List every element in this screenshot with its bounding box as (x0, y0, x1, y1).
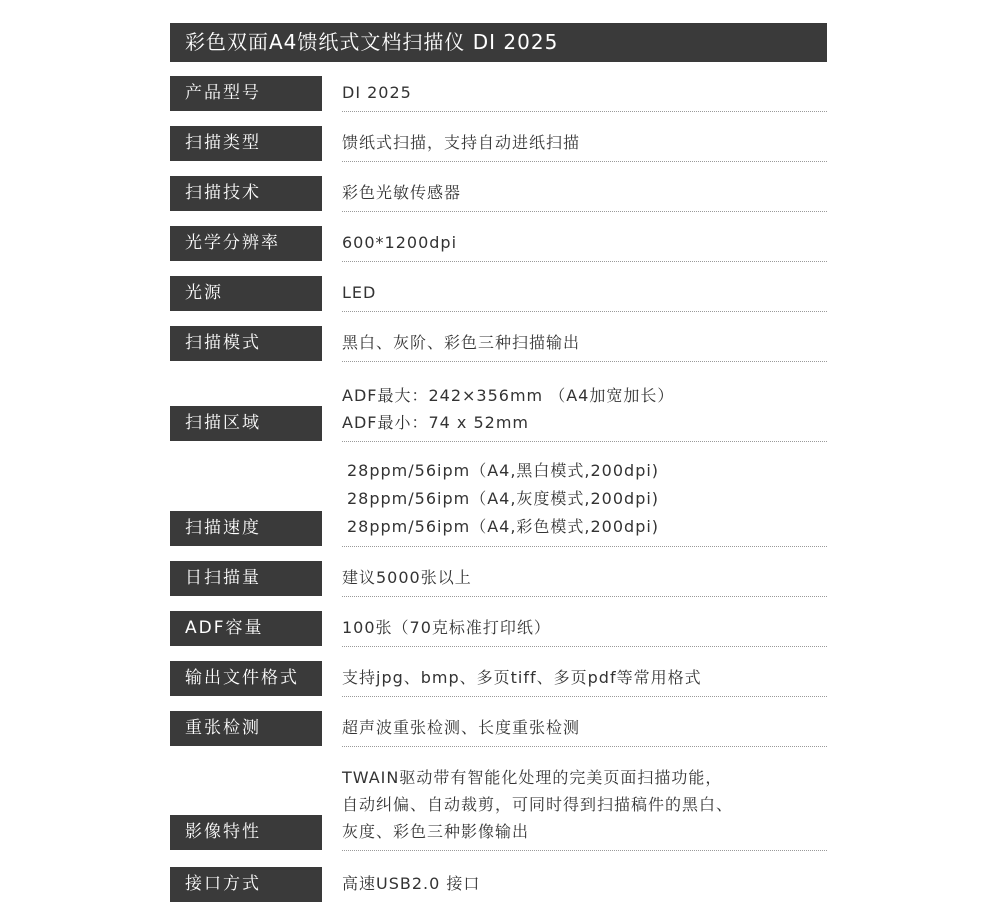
dotted-divider (342, 850, 827, 851)
spec-row-scan-speed (170, 455, 827, 546)
spec-value (342, 129, 580, 156)
spec-value-line: 支持jpg、bmp、多页tiff、多页pdf等常用格式 (342, 668, 702, 687)
spec-value (342, 382, 674, 436)
spec-label: 扫描模式 (170, 326, 322, 361)
spec-row-double-feed (170, 710, 827, 746)
dotted-divider (342, 696, 827, 697)
spec-value-line: DI 2025 (342, 83, 412, 102)
spec-value-line: 28ppm/56ipm（A4,彩色模式,200dpi) (347, 517, 660, 536)
spec-value-line: 28ppm/56ipm（A4,灰度模式,200dpi) (347, 489, 660, 508)
spec-label: 日扫描量 (170, 561, 322, 596)
spec-title-bar: 彩色双面A4馈纸式文档扫描仪 DI 2025 (170, 23, 827, 62)
spec-value (342, 279, 376, 306)
dotted-divider (342, 261, 827, 262)
spec-value-line: 黑白、灰阶、彩色三种扫描输出 (342, 333, 581, 352)
spec-value-line: 灰度、彩色三种影像输出 (342, 822, 530, 841)
spec-value-line: 彩色光敏传感器 (342, 183, 462, 202)
spec-value-line: 600*1200dpi (342, 233, 458, 252)
dotted-divider (342, 211, 827, 212)
dotted-divider (342, 441, 827, 442)
spec-row-image-features (170, 760, 827, 850)
spec-value (342, 179, 461, 206)
spec-value (342, 614, 551, 641)
spec-row-scan-mode (170, 325, 827, 361)
spec-value-line: 100张（70克标准打印纸） (342, 618, 551, 637)
spec-row-light-source (170, 275, 827, 311)
dotted-divider (342, 746, 827, 747)
spec-row-resolution (170, 225, 827, 261)
spec-value (342, 329, 580, 356)
spec-label: 输出文件格式 (170, 661, 322, 696)
spec-value (347, 457, 659, 541)
dotted-divider (342, 311, 827, 312)
spec-value (342, 229, 457, 256)
spec-value-line: ADF最大：242×356mm （A4加宽加长） (342, 386, 675, 405)
dotted-divider (342, 111, 827, 112)
spec-value (342, 764, 733, 845)
spec-value-line: LED (342, 283, 377, 302)
spec-value (342, 664, 702, 691)
dotted-divider (342, 161, 827, 162)
spec-label: 扫描区域 (170, 406, 322, 441)
spec-value-line: ADF最小：74 x 52mm (342, 413, 530, 432)
dotted-divider (342, 546, 827, 547)
spec-row-output-format (170, 660, 827, 696)
spec-value-line: 建议5000张以上 (342, 568, 472, 587)
spec-row-scan-tech (170, 175, 827, 211)
spec-label: 扫描技术 (170, 176, 322, 211)
spec-value-line: TWAIN驱动带有智能化处理的完美页面扫描功能， (342, 768, 723, 787)
spec-label: 产品型号 (170, 76, 322, 111)
spec-row-interface (170, 866, 827, 902)
spec-value-line: 自动纠偏、自动裁剪，可同时得到扫描稿件的黑白、 (342, 795, 734, 814)
spec-label: 重张检测 (170, 711, 322, 746)
spec-row-adf-capacity (170, 610, 827, 646)
spec-label: 接口方式 (170, 867, 322, 902)
spec-value-line: 馈纸式扫描，支持自动进纸扫描 (342, 133, 581, 152)
dotted-divider (342, 596, 827, 597)
spec-row-scan-area (170, 380, 827, 441)
spec-value (342, 79, 412, 106)
spec-label: ADF容量 (170, 611, 322, 646)
spec-row-daily-volume (170, 560, 827, 596)
spec-label: 扫描速度 (170, 511, 322, 546)
dotted-divider (342, 646, 827, 647)
spec-row-scan-type (170, 125, 827, 161)
spec-value-line: 28ppm/56ipm（A4,黑白模式,200dpi) (347, 461, 660, 480)
spec-row-model (170, 75, 827, 111)
spec-label: 影像特性 (170, 815, 322, 850)
spec-value (342, 870, 480, 897)
spec-value-line: 高速USB2.0 接口 (342, 874, 481, 893)
spec-value (342, 714, 580, 741)
spec-label: 光源 (170, 276, 322, 311)
spec-value (342, 564, 472, 591)
spec-label: 扫描类型 (170, 126, 322, 161)
spec-value-line: 超声波重张检测、长度重张检测 (342, 718, 581, 737)
spec-label: 光学分辨率 (170, 226, 322, 261)
dotted-divider (342, 361, 827, 362)
